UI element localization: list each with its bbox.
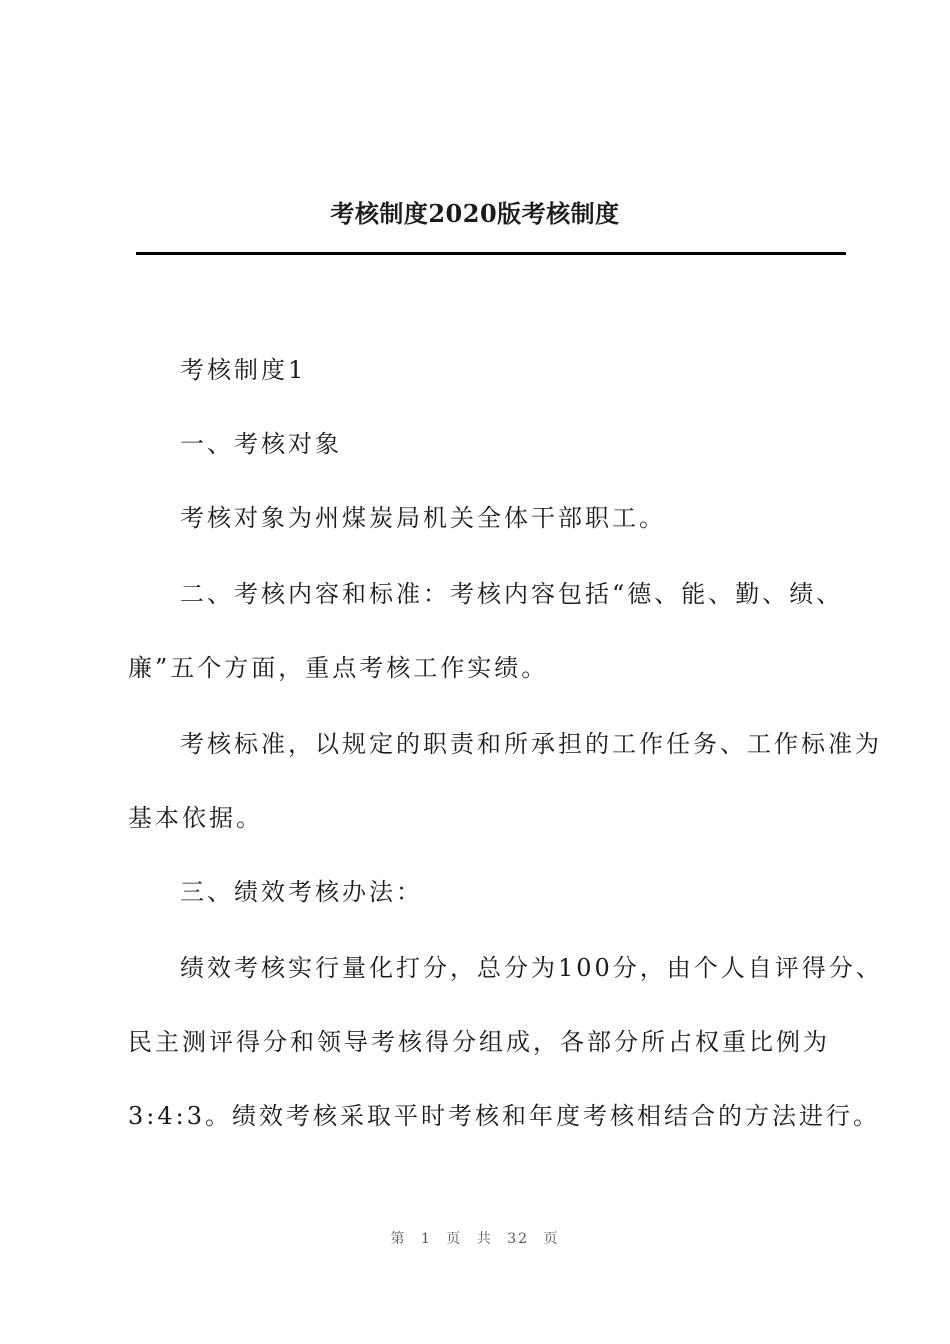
document-title: 考核制度2020版考核制度 bbox=[330, 199, 620, 228]
paragraph-line: 考核对象为州煤炭局机关全体干部职工。 bbox=[180, 504, 666, 532]
paragraph-line: 3:4:3。绩效考核采取平时考核和年度考核相结合的方法进行。 bbox=[128, 1102, 880, 1130]
section-heading: 一、考核对象 bbox=[180, 430, 342, 458]
paragraph-line: 考核制度1 bbox=[180, 356, 307, 384]
page-number-footer: 第 1 页 共 32 页 bbox=[390, 1231, 560, 1247]
paragraph-line: 民主测评得分和领导考核得分组成，各部分所占权重比例为 bbox=[128, 1028, 830, 1056]
section-heading: 三、绩效考核办法： bbox=[180, 878, 423, 906]
paragraph-line: 考核标准，以规定的职责和所承担的工作任务、工作标准为 bbox=[180, 730, 882, 758]
section-heading: 二、考核内容和标准：考核内容包括“德、能、勤、绩、 bbox=[180, 580, 844, 608]
paragraph-line: 基本依据。 bbox=[128, 804, 263, 832]
title-underline bbox=[136, 252, 846, 255]
paragraph-line: 廉”五个方面，重点考核工作实绩。 bbox=[128, 654, 549, 682]
paragraph-line: 绩效考核实行量化打分，总分为100分，由个人自评得分、 bbox=[180, 954, 883, 982]
